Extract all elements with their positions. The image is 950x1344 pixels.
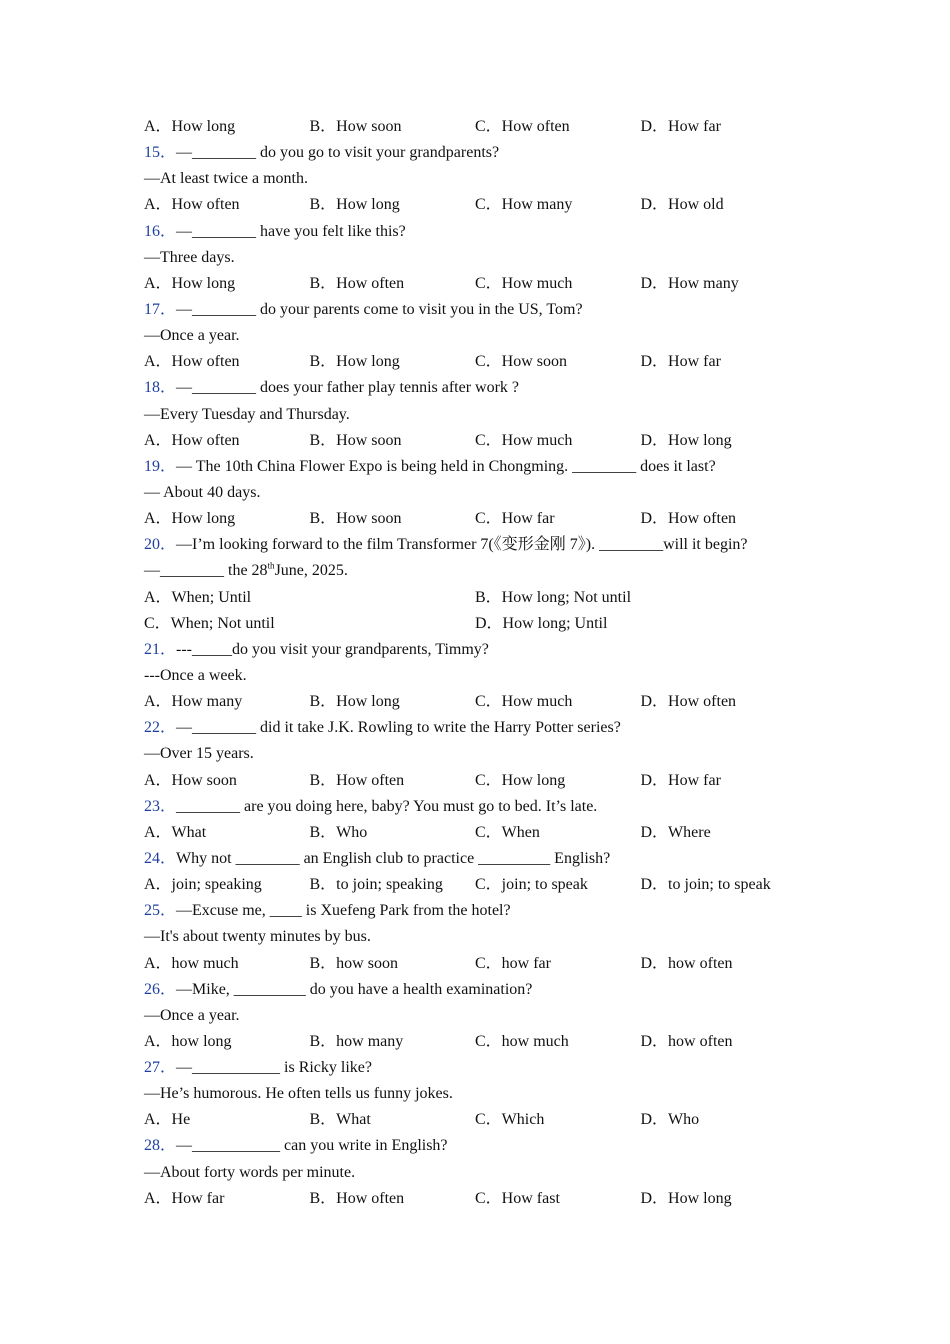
question-26-stem xyxy=(144,977,824,1003)
answer-text: —________ the 28 xyxy=(144,562,268,580)
option-d[interactable]: D．How far xyxy=(640,353,721,371)
question-27-answer: —He’s humorous. He often tells us funny jokes. xyxy=(144,1085,453,1103)
option-d[interactable]: D．How often xyxy=(640,693,737,711)
question-24-options xyxy=(144,872,824,898)
question-number: 26． xyxy=(144,980,177,998)
option-b[interactable]: B．How soon xyxy=(309,118,402,135)
option-a[interactable]: A．How many xyxy=(144,693,243,711)
question-number: 16． xyxy=(144,222,177,240)
question-20-stem xyxy=(144,532,824,558)
question-21-stem xyxy=(144,637,824,663)
question-25-answer: —It's about twenty minutes by bus. xyxy=(144,928,371,946)
option-c[interactable]: C．Which xyxy=(475,1111,545,1129)
option-a[interactable]: A．How long xyxy=(144,274,236,292)
option-c[interactable]: C．How much xyxy=(475,431,573,449)
question-16-stem xyxy=(144,219,824,245)
question-16-options xyxy=(144,271,824,297)
option-c[interactable]: C．join; to speak xyxy=(475,876,588,894)
question-text: —________ did it take J.K. Rowling to write the Harry Potter series? xyxy=(176,719,621,737)
option-a[interactable]: A．How often xyxy=(144,353,240,371)
option-b[interactable]: B．How long xyxy=(309,196,400,214)
question-number: 17． xyxy=(144,300,177,318)
question-text: —___________ can you write in English? xyxy=(176,1137,448,1155)
question-number: 18． xyxy=(144,379,177,397)
question-27-stem xyxy=(144,1055,824,1081)
question-23-options xyxy=(144,820,824,846)
question-26-options xyxy=(144,1029,824,1055)
option-c[interactable]: C．How long xyxy=(475,771,566,789)
question-17-answer: —Once a year. xyxy=(144,327,240,345)
option-d[interactable]: D．How far xyxy=(640,118,721,135)
question-28-answer: —About forty words per minute. xyxy=(144,1163,356,1181)
option-a[interactable]: A．how much xyxy=(144,954,239,972)
question-18-answer: —Every Tuesday and Thursday. xyxy=(144,405,350,423)
question-27-options xyxy=(144,1107,824,1133)
option-c[interactable]: C．How many xyxy=(475,196,573,214)
question-20-answer xyxy=(144,558,824,584)
question-text: —Excuse me, ____ is Xuefeng Park from the hotel? xyxy=(176,902,511,920)
question-number: 15． xyxy=(144,144,177,162)
question-25-options xyxy=(144,951,824,977)
worksheet-page xyxy=(144,114,824,1212)
question-19-stem xyxy=(144,454,824,480)
question-24-stem xyxy=(144,846,824,872)
ordinal-suffix: th xyxy=(267,561,275,572)
option-d[interactable]: D．Who xyxy=(640,1111,700,1129)
option-a[interactable]: A．How soon xyxy=(144,771,237,789)
question-number: 23． xyxy=(144,797,177,815)
option-b[interactable]: B．What xyxy=(309,1111,371,1129)
question-16-answer: —Three days. xyxy=(144,248,235,266)
question-text: —___________ is Ricky like? xyxy=(176,1059,372,1077)
option-c[interactable]: C．How much xyxy=(475,693,573,711)
option-b[interactable]: B．how soon xyxy=(309,954,398,972)
option-d[interactable]: D．How many xyxy=(640,274,739,292)
question-text: —________ do your parents come to visit you in the US, Tom? xyxy=(176,300,583,318)
option-d[interactable]: D．How far xyxy=(640,771,721,789)
question-text: —________ have you felt like this? xyxy=(176,222,406,240)
answer-text: June, 2025. xyxy=(274,562,348,580)
question-18-stem xyxy=(144,375,824,401)
question-21-options xyxy=(144,689,824,715)
option-d[interactable]: D．How often xyxy=(640,510,737,528)
question-number: 19． xyxy=(144,457,177,475)
option-a[interactable]: A．He xyxy=(144,1111,191,1129)
question-number: 20． xyxy=(144,536,177,554)
question-text: ________ are you doing here, baby? You must go to bed. It’s late. xyxy=(176,797,598,815)
options-row xyxy=(144,114,824,140)
question-text: Why not ________ an English club to practice _________ English? xyxy=(176,849,611,867)
question-23-stem xyxy=(144,794,824,820)
question-26-answer: —Once a year. xyxy=(144,1006,240,1024)
question-text: ---_____do you visit your grandparents, Timmy? xyxy=(176,640,489,658)
question-number: 28． xyxy=(144,1137,177,1155)
option-b[interactable]: B．how many xyxy=(309,1032,404,1050)
question-18-options xyxy=(144,428,824,454)
question-20-options-row-2 xyxy=(144,611,824,637)
option-c[interactable]: C．How much xyxy=(475,274,573,292)
question-22-answer: —Over 15 years. xyxy=(144,745,254,763)
option-b[interactable]: B．How soon xyxy=(309,510,402,528)
option-a[interactable]: A．How long xyxy=(144,118,236,135)
option-d[interactable]: D．to join; to speak xyxy=(640,876,771,894)
question-number: 24． xyxy=(144,849,177,867)
question-28-options xyxy=(144,1186,824,1212)
question-15-stem xyxy=(144,140,824,166)
question-28-stem xyxy=(144,1133,824,1159)
question-22-stem xyxy=(144,715,824,741)
question-text: —Mike, _________ do you have a health examination? xyxy=(176,980,533,998)
option-c[interactable]: C．When xyxy=(475,823,540,841)
option-a[interactable]: A．how long xyxy=(144,1032,232,1050)
question-17-options xyxy=(144,349,824,375)
question-15-options xyxy=(144,192,824,218)
option-c[interactable]: C．How fast xyxy=(475,1189,560,1207)
option-a[interactable]: A．How far xyxy=(144,1189,225,1207)
option-c[interactable]: C．how much xyxy=(475,1032,569,1050)
option-a[interactable]: A．When; Until xyxy=(144,588,252,606)
option-a[interactable]: A．How long xyxy=(144,510,236,528)
option-b[interactable]: B．How long; Not until xyxy=(475,588,632,606)
question-25-stem xyxy=(144,898,824,924)
option-a[interactable]: A．What xyxy=(144,823,207,841)
question-20-options-row-1 xyxy=(144,585,824,611)
option-b[interactable]: B．How soon xyxy=(309,431,402,449)
option-c[interactable]: C．How far xyxy=(475,510,555,528)
question-15-answer: —At least twice a month. xyxy=(144,170,308,188)
question-number: 25． xyxy=(144,902,177,920)
option-d[interactable]: D．Where xyxy=(640,823,711,841)
option-b[interactable]: B．Who xyxy=(309,823,368,841)
question-22-options xyxy=(144,768,824,794)
option-a[interactable]: A．How often xyxy=(144,196,240,214)
option-a[interactable]: A．How often xyxy=(144,431,240,449)
question-number: 21． xyxy=(144,640,177,658)
option-b[interactable]: B．to join; speaking xyxy=(309,876,443,894)
option-b[interactable]: B．How long xyxy=(309,353,400,371)
option-a[interactable]: A．join; speaking xyxy=(144,876,262,894)
question-text: —________ does your father play tennis after work ? xyxy=(176,379,520,397)
option-d[interactable]: D．how often xyxy=(640,1032,733,1050)
question-21-answer: ---Once a week. xyxy=(144,666,247,684)
option-c[interactable]: C．How soon xyxy=(475,353,568,371)
question-number: 22． xyxy=(144,719,177,737)
option-b[interactable]: B．How often xyxy=(309,1189,405,1207)
question-17-stem xyxy=(144,297,824,323)
question-text: — The 10th China Flower Expo is being held in Chongming. ________ does it last? xyxy=(176,457,716,475)
option-c[interactable]: C．When; Not until xyxy=(144,614,275,632)
option-d[interactable]: D．How old xyxy=(640,196,724,214)
option-d[interactable]: D．how often xyxy=(640,954,733,972)
option-b[interactable]: B．How often xyxy=(309,274,405,292)
question-text: —________ do you go to visit your grandparents? xyxy=(176,144,500,162)
option-b[interactable]: B．How often xyxy=(309,771,405,789)
option-c[interactable]: C．How often xyxy=(475,118,570,135)
question-19-options xyxy=(144,506,824,532)
option-d[interactable]: D．How long; Until xyxy=(475,614,608,632)
question-19-answer: — About 40 days. xyxy=(144,483,261,501)
option-b[interactable]: B．How long xyxy=(309,693,400,711)
option-d[interactable]: D．How long xyxy=(640,1189,732,1207)
question-text: —I’m looking forward to the film Transformer 7(《变形金刚 7》). ________will it begin? xyxy=(176,536,748,554)
option-c[interactable]: C．how far xyxy=(475,954,551,972)
question-number: 27． xyxy=(144,1059,177,1077)
option-d[interactable]: D．How long xyxy=(640,431,732,449)
